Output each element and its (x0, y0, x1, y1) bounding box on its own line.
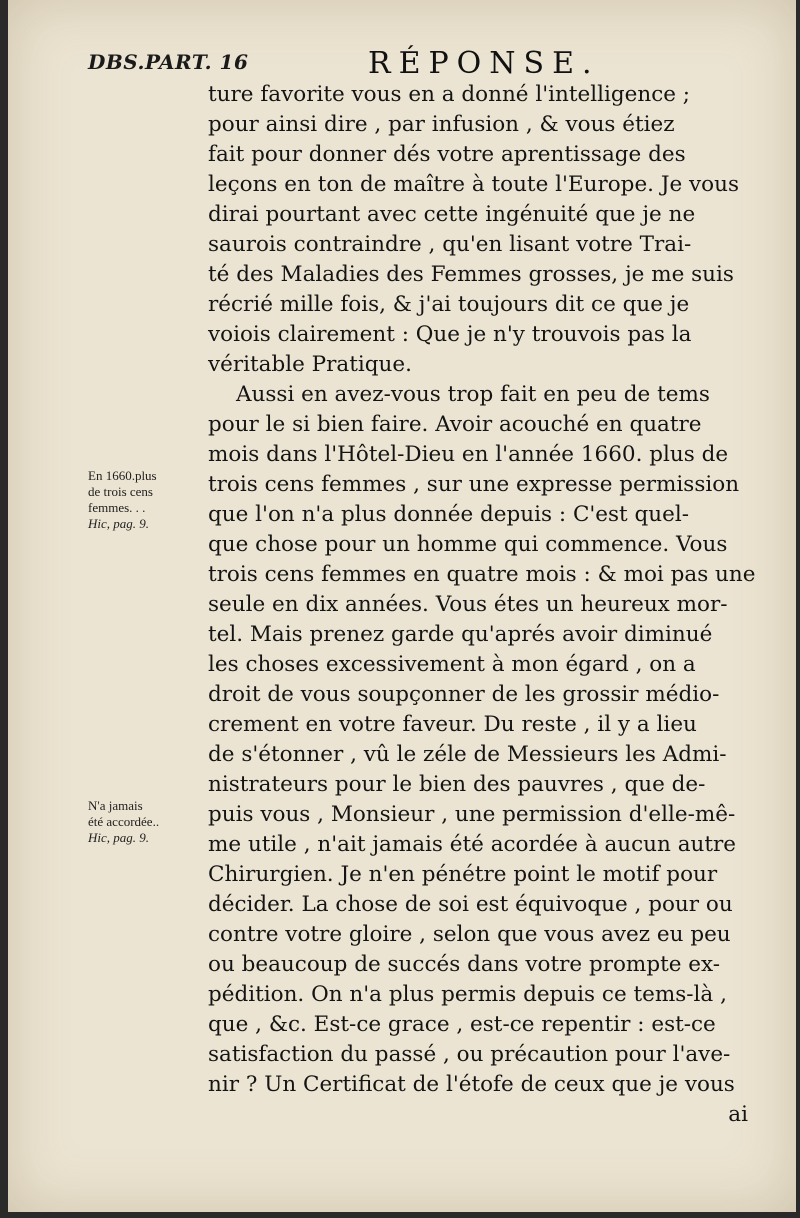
text-line: satisfaction du passé , ou précaution pour l'ave- (208, 1042, 731, 1067)
text-line: puis vous , Monsieur , une permission d'elle-mê- (208, 802, 736, 827)
text-line: pour le si bien faire. Avoir acouché en quatre (208, 412, 702, 437)
text-line: véritable Pratique. (208, 352, 412, 377)
text-line: crement en votre faveur. Du reste , il y a lieu (208, 712, 697, 737)
margin-note-line: Hic, pag. 9. (88, 830, 150, 845)
text-line: que chose pour un homme qui commence. Vous (208, 532, 728, 557)
text-line: décider. La chose de soi est équivoque , pour ou (208, 892, 733, 917)
text-line: que , &c. Est-ce grace , est-ce repentir : est-ce (208, 1012, 716, 1037)
text-line: pour ainsi dire , par infusion , & vous étiez (208, 112, 675, 137)
margin-note-line: été accordée.. (88, 814, 160, 829)
text-line: seule en dix années. Vous étes un heureux mor- (208, 592, 728, 617)
text-line: ture favorite vous en a donné l'intelligence ; (208, 82, 691, 107)
text-line: leçons en ton de maître à toute l'Europe. Je vous (208, 172, 739, 197)
text-line: récrié mille fois, & j'ai toujours dit ce que je (208, 292, 690, 317)
margin-note-1 (88, 468, 218, 532)
text-line: pédition. On n'a plus permis depuis ce tems-là , (208, 982, 727, 1007)
text-line: de s'étonner , vû le zéle de Messieurs les Admi- (208, 742, 727, 767)
text-line: voiois clairement : Que je n'y trouvois pas la (208, 322, 692, 347)
text-line: contre votre gloire , selon que vous avez eu peu (208, 922, 731, 947)
text-line: Aussi en avez-vous trop fait en peu de tems (236, 382, 710, 407)
text-line: tel. Mais prenez garde qu'aprés avoir diminué (208, 622, 713, 647)
text-line: me utile , n'ait jamais été acordée à aucun autre (208, 832, 737, 857)
margin-note-line: Hic, pag. 9. (88, 516, 150, 531)
text-line: droit de vous soupçonner de les grossir médio- (208, 682, 720, 707)
text-line: dirai pourtant avec cette ingénuité que je ne (208, 202, 696, 227)
text-line: saurois contraindre , qu'en lisant votre Trai- (208, 232, 692, 257)
book-page (8, 0, 796, 1212)
text-line: les choses excessivement à mon égard , on a (208, 652, 696, 677)
text-line: trois cens femmes en quatre mois : & moi pas une (208, 562, 756, 587)
margin-note-line: En 1660.plus (88, 468, 157, 483)
text-line: ou beaucoup de succés dans votre prompte ex- (208, 952, 721, 977)
margin-note-2 (88, 798, 218, 846)
margin-note-line: N'a jamais (88, 798, 143, 813)
page-title: RÉPONSE. (368, 46, 600, 81)
text-line: Chirurgien. Je n'en pénétre point le motif pour (208, 862, 718, 887)
text-line: mois dans l'Hôtel-Dieu en l'année 1660. plus de (208, 442, 729, 467)
running-head: DBS.PART. 16 (88, 50, 249, 74)
margin-note-line: femmes. . . (88, 500, 146, 515)
text-line: nir ? Un Certificat de l'étofe de ceux que je vous (208, 1072, 735, 1097)
text-line: nistrateurs pour le bien des pauvres , que de- (208, 772, 706, 797)
text-line: que l'on n'a plus donnée depuis : C'est quel- (208, 502, 690, 527)
text-line: té des Maladies des Femmes grosses, je me suis (208, 262, 734, 287)
catchword: ai (728, 1102, 748, 1127)
text-line: trois cens femmes , sur une expresse permission (208, 472, 740, 497)
margin-note-line: de trois cens (88, 484, 153, 499)
text-line: fait pour donner dés votre aprentissage des (208, 142, 686, 167)
body-text (208, 80, 768, 1130)
